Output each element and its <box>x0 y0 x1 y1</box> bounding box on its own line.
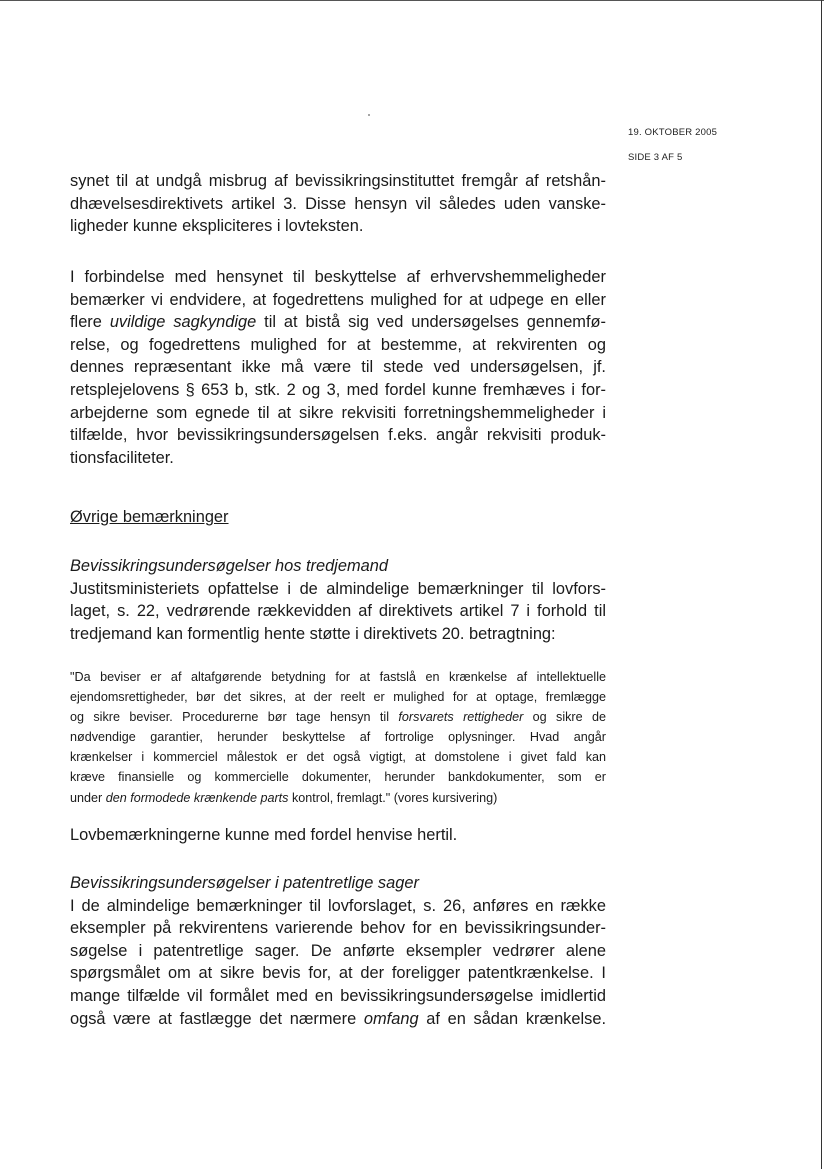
text-line: eksempler på rekvirentens varierende behov for en bevissikringsunder- <box>70 919 606 938</box>
text-line: laget, s. 22, vedrørende rækkevidden af direktivets artikel 7 i forhold til <box>70 602 606 621</box>
subsection-heading: Bevissikringsundersøgelser i patentretlige sager <box>70 874 419 892</box>
text-line: relse, og fogedrettens mulighed for at bestemme, at rekvirenten og <box>70 335 606 354</box>
text-line: dennes repræsentant ikke må være til stede ved undersøgelsen, jf. <box>70 358 606 377</box>
quote-line: kræve finansielle og kommercielle dokumenter, herunder bankdokumenter, som er <box>70 770 606 785</box>
scan-speck <box>368 114 370 116</box>
paragraph-reference <box>70 824 606 847</box>
quote-line: nødvendige garantier, herunder beskyttelse af fortrolige oplysninger. Hvad angår <box>70 730 606 745</box>
text-run: kontrol, fremlagt." (vores kursivering) <box>288 790 498 805</box>
text-line: søgelse i patentretlige sager. De anførte eksempler vedrører alene <box>70 941 606 960</box>
emphasis: forsvarets rettigheder <box>398 710 524 725</box>
quote-line <box>70 788 606 808</box>
text-line: mange tilfælde vil formålet med en bevissikringsundersøgelse imidlertid <box>70 986 606 1005</box>
header-page-number: SIDE 3 AF 5 <box>628 152 683 163</box>
text-line: Lovbemærkningerne kunne med fordel henvise hertil. <box>70 826 458 844</box>
text-line: spørgsmålet om at sikre bevis for, at der foreligger patentkrænkelse. I <box>70 964 606 983</box>
quote-line <box>70 707 606 727</box>
block-quote <box>70 667 606 808</box>
text-line: I de almindelige bemærkninger til lovforslaget, s. 26, anføres en række <box>70 896 606 915</box>
emphasis: omfang <box>363 1009 419 1028</box>
text-run: af en sådan krænkelse. <box>418 1009 606 1028</box>
text-line: tredjemand kan formentlig hente støtte i direktivets 20. betragtning: <box>70 624 556 643</box>
quote-line: ejendomsrettigheder, bør det sikres, at der reelt er mulighed for at optage, fremlægge <box>70 690 606 705</box>
text-line: synet til at undgå misbrug af bevissikringsinstituttet fremgår af retshån- <box>70 172 606 190</box>
subsection-third-parties <box>70 555 606 645</box>
scan-edge-right <box>821 0 822 1169</box>
scan-edge-top <box>0 0 824 1</box>
text-line: arbejderne som egnede til at sikre rekvisiti forretningshemmeligheder i <box>70 403 606 422</box>
paragraph-continuation <box>70 170 606 238</box>
section-heading-text: Øvrige bemærkninger <box>70 508 229 526</box>
text-line: retsplejelovens § 653 b, stk. 2 og 3, med fordel kunne fremhæves i for- <box>70 380 606 399</box>
paragraph-trade-secrets <box>70 266 606 469</box>
quote-line: "Da beviser er af altafgørende betydning for at fastslå en krænkelse af intellektuelle <box>70 670 606 684</box>
text-run: til at bistå sig ved undersøgelses gennemfø- <box>256 313 606 332</box>
text-run: også være at fastlægge det nærmere <box>70 1009 364 1028</box>
text-line: tionsfaciliteter. <box>70 448 174 467</box>
text-run: og sikre beviser. Procedurerne bør tage hensyn til <box>70 710 399 725</box>
text-line: bemærker vi endvidere, at fogedrettens mulighed for at udpege en eller <box>70 290 606 309</box>
text-run: og sikre de <box>523 710 607 725</box>
text-run: flere <box>70 313 110 332</box>
text-run: under <box>70 790 106 805</box>
emphasis: uvildige sagkyndige <box>109 313 257 332</box>
text-line: tilfælde, hvor bevissikringsundersøgelsen f.eks. angår rekvisiti produk- <box>70 426 606 445</box>
header-date: 19. OKTOBER 2005 <box>628 127 718 138</box>
text-line <box>70 311 606 334</box>
quote-line: krænkelser i kommerciel målestok er det også vigtigt, at domstolene i givet fald kan <box>70 750 606 765</box>
emphasis: den formodede krænkende parts <box>105 790 289 805</box>
text-line: ligheder kunne eksplic‌iteres i lovteksten. <box>70 217 364 236</box>
section-heading <box>70 506 606 529</box>
subsection-patent-cases <box>70 872 606 1030</box>
text-line: I forbindelse med hensynet til beskyttelse af erhvervshemmeligheder <box>70 268 606 286</box>
text-line: dhævelsesdirektivets artikel 3. Disse hensyn vil således uden vanske- <box>70 194 606 213</box>
text-line <box>70 1008 606 1031</box>
text-line: Justitsministeriets opfattelse i de almindelige bemærkninger til lovfors- <box>70 579 606 598</box>
subsection-heading: Bevissikringsundersøgelser hos tredjemand <box>70 557 388 575</box>
